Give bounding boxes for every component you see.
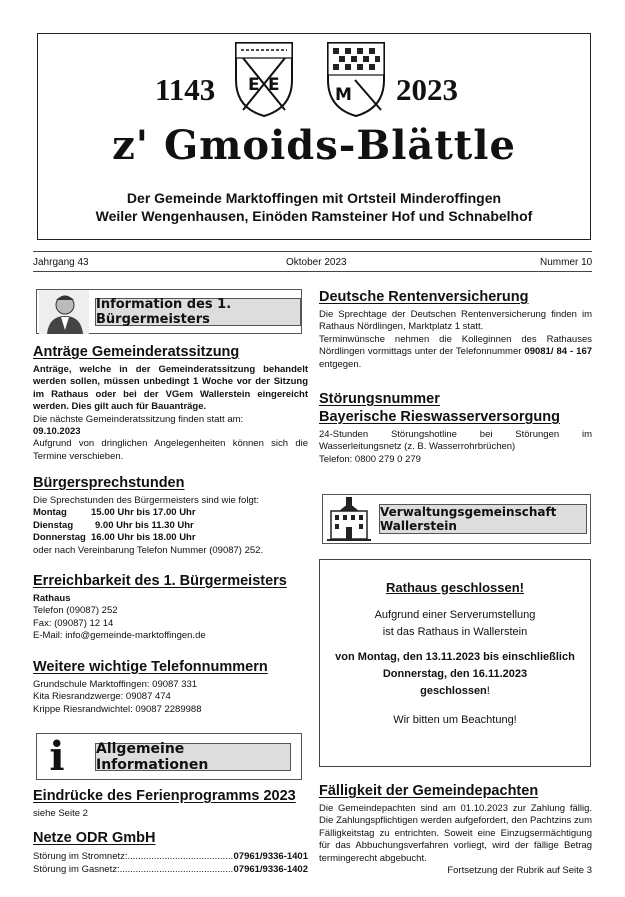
mayor-banner-title: Information des 1. Bürgermeisters bbox=[95, 298, 301, 326]
antraege-next-label: Die nächste Gemeinderatssitzung finden statt am: bbox=[33, 413, 244, 425]
notice-footer: Wir bitten um Beachtung! bbox=[393, 714, 517, 726]
mayor-banner bbox=[36, 289, 302, 334]
notice-title: Rathaus geschlossen! bbox=[386, 580, 524, 595]
crest-right-icon bbox=[325, 40, 387, 118]
antraege-bold-text: Anträge, welche in der Gemeinderatssitzung behandelt werden sollen, müssen unbedingt 1 Woche vor der Sitzung im Rathaus oder bei der VGem Wallerstein eingereicht werden. Dies gilt auch für Bauanträge. bbox=[33, 364, 308, 413]
notice-bold-2: Donnerstag, den 16.11.2023 bbox=[382, 668, 528, 680]
subtitle-line-2: Weiler Wengenhausen, Einöden Ramsteiner Hof und Schnabelhof bbox=[95, 208, 533, 224]
netze-row: Störung im Stromnetz: ..... 07961/9336-1401 bbox=[33, 850, 308, 863]
mayor-portrait-icon bbox=[39, 290, 89, 334]
year-left: 1143 bbox=[155, 72, 216, 107]
erreichbarkeit-fax: Fax: (09087) 12 14 bbox=[33, 617, 114, 629]
pacht-heading: Fälligkeit der Gemeindepachten bbox=[319, 783, 539, 799]
info-icon: i bbox=[49, 733, 65, 780]
section-telefon bbox=[33, 658, 308, 716]
antraege-heading: Anträge Gemeinderatssitzung bbox=[33, 344, 240, 360]
section-sprechstunden bbox=[33, 474, 308, 557]
ferien-text: siehe Seite 2 bbox=[33, 808, 88, 819]
newspaper-title: z' Gmoids-Blättle bbox=[112, 122, 516, 169]
stoerung-phone: Telefon: 0800 279 0 279 bbox=[319, 453, 421, 465]
section-erreichbarkeit bbox=[33, 572, 308, 643]
sprechstunden-row: Donnerstag 16.00 Uhr bis 18.00 Uhr bbox=[33, 532, 196, 544]
rente-heading: Deutsche Rentenversicherung bbox=[319, 289, 529, 305]
rente-p2: Terminwünsche nehmen die Kolleginnen des Rathauses Nördlingen vormittags unter der Telefonnummer 09081/ 84 - 167 entgegen. bbox=[319, 333, 593, 370]
volume-label: Jahrgang 43 bbox=[33, 257, 89, 268]
section-ferien bbox=[33, 787, 308, 820]
erreichbarkeit-label: Rathaus bbox=[33, 593, 71, 604]
telefon-line: Krippe Riesrandwichtel: 09087 2289988 bbox=[33, 703, 202, 715]
pacht-text: Die Gemeindepachten sind am 01.10.2023 zur Zahlung fällig. Die Zahlungspflichtigen werden aufgefordert, den Pachtzins zum Fälligkeitstag zu entrichten. Soweit eine Einzugsermächtigung für das Abbuchungsverfahren vorliegt, wird der fällige Betrag termingerecht abgebucht. bbox=[319, 803, 592, 864]
erreichbarkeit-email[interactable]: E-Mail: info@gemeinde-marktoffingen.de bbox=[33, 630, 206, 642]
netze-row: Störung im Gasnetz: ..... 07961/9336-1402 bbox=[33, 863, 308, 876]
info-banner-title: Allgemeine Informationen bbox=[95, 743, 291, 771]
rente-p1: Die Sprechtage der Deutschen Rentenversicherung finden im Rathaus Nördlingen, Marktplatz 1 statt. bbox=[319, 309, 592, 333]
divider-top bbox=[33, 251, 592, 252]
town-hall-icon bbox=[325, 495, 373, 543]
subtitle-line-1: Der Gemeinde Marktoffingen mit Ortsteil Minderoffingen bbox=[126, 190, 502, 206]
notice-line-2: ist das Rathaus in Wallerstein bbox=[382, 626, 528, 638]
vg-banner-title: Verwaltungsgemeinschaft Wallerstein bbox=[379, 504, 587, 534]
notice-box bbox=[319, 559, 591, 767]
section-pacht bbox=[319, 782, 592, 877]
telefon-line: Grundschule Marktoffingen: 09087 331 bbox=[33, 679, 198, 690]
erreichbarkeit-phone: Telefon (09087) 252 bbox=[33, 605, 118, 617]
crest-left-letter-2: E bbox=[268, 75, 280, 95]
notice-line-1: Aufgrund einer Serverumstellung bbox=[374, 609, 536, 621]
sprechstunden-row: Dienstag 9.00 Uhr bis 11.30 Uhr bbox=[33, 519, 194, 531]
erreichbarkeit-heading: Erreichbarkeit des 1. Bürgermeisters bbox=[33, 573, 287, 589]
sprechstunden-row: Montag 15.00 Uhr bis 17.00 Uhr bbox=[33, 507, 196, 519]
crest-right-letter: M bbox=[335, 85, 352, 105]
notice-bold-3: geschlossen! bbox=[420, 685, 490, 697]
section-rente bbox=[319, 288, 592, 371]
sprechstunden-outro: oder nach Vereinbarung Telefon Nummer (09087) 252. bbox=[33, 544, 264, 556]
issue-number: Nummer 10 bbox=[540, 257, 593, 268]
year-right: 2023 bbox=[396, 72, 458, 107]
crest-left-icon bbox=[233, 40, 295, 118]
section-stoerung bbox=[319, 390, 592, 466]
info-banner bbox=[36, 733, 302, 780]
stoerung-heading-1: Störungsnummer bbox=[319, 391, 440, 407]
crest-left-letter-1: E bbox=[248, 75, 260, 95]
netze-heading: Netze ODR GmbH bbox=[33, 830, 156, 846]
stoerung-text: 24-Stunden Störungshotline bei Störungen im Wasserleitungsnetz (z. B. Wasserrohrbrüchen) bbox=[319, 429, 592, 453]
section-netze bbox=[33, 829, 308, 876]
sprechstunden-intro: Die Sprechstunden des Bürgermeisters sind wie folgt: bbox=[33, 495, 260, 506]
telefon-line: Kita Riesrandzwerge: 09087 474 bbox=[33, 691, 171, 703]
telefon-heading: Weitere wichtige Telefonnummern bbox=[33, 659, 268, 675]
divider-bottom bbox=[33, 271, 592, 272]
stoerung-heading-2: Bayerische Rieswasserversorgung bbox=[319, 409, 560, 425]
month-label: Oktober 2023 bbox=[286, 257, 347, 268]
pacht-continue: Fortsetzung der Rubrik auf Seite 3 bbox=[447, 865, 592, 877]
antraege-note: Aufgrund von dringlichen Angelegenheiten können sich die Termine verschieben. bbox=[33, 438, 308, 462]
ferien-heading: Eindrücke des Ferienprogramms 2023 bbox=[33, 788, 296, 804]
vg-banner bbox=[322, 494, 591, 544]
antraege-date: 09.10.2023 bbox=[33, 426, 81, 438]
sprechstunden-heading: Bürgersprechstunden bbox=[33, 475, 185, 491]
section-antraege bbox=[33, 343, 308, 463]
notice-bold-1: von Montag, den 13.11.2023 bis einschließlich bbox=[335, 651, 575, 663]
